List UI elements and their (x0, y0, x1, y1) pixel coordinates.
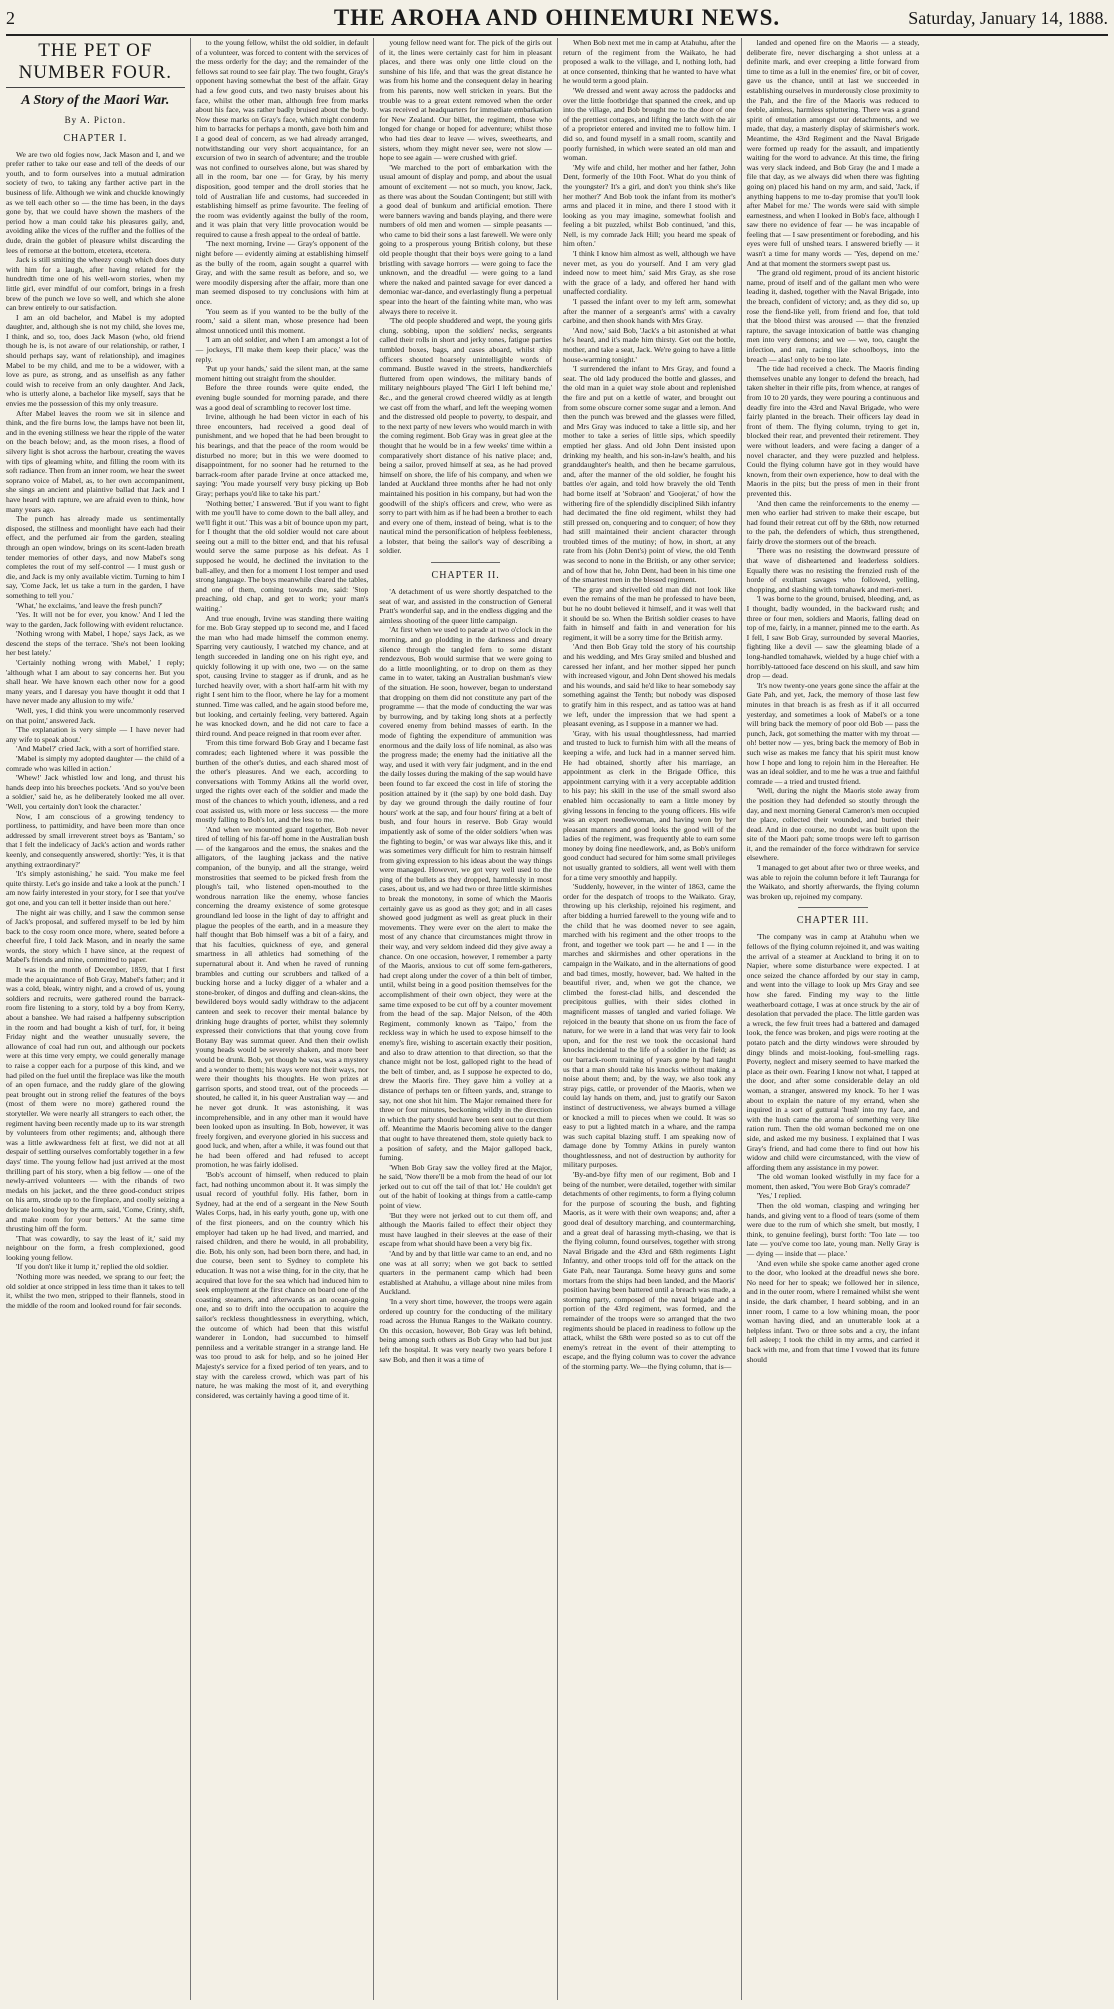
paragraph: 'From this time forward Bob Gray and I became fast comrades; each lightened where it was possible the burthen of the other's duties, and each shared most of the other's pleasures. And we each, according to conversations with Tommy Atkins all the world over, urged the rights over each of the soldier and made the most of the chances to which youth, idleness, and a red coat assisted us, with more or less success — the more mostly falling to Bob's lot, and the less to me. (195, 738, 369, 825)
paragraph: The night air was chilly, and I saw the common sense of Jack's proposal, and suffered myself to be led by him back to the cosy room once more, where, seated before a cheerful fire, I told Jack Mason, and in nearly the same words, the story which I have since, at the request of Mabel's friends and mine, committed to paper. (6, 907, 185, 965)
paragraph: Irvine, although he had been victor in each of his three encounters, had received a good deal of punishment, and we hoped that he had been brought to his bearings, and that the peace of the room would be disturbed no more; but in this we were doomed to disappointment, for no sooner had he returned to the barrack-room after parade Irvine at once attacked me, saying: 'You made yourself very busy picking up Bob Gray; perhaps you'd like to take his part.' (195, 412, 369, 498)
paragraph: 'There was no resisting the downward pressure of that wave of disheartened and leaderless soldiers. Equally there was no resisting the frenzied rush of the horde of exultant savages who followed, yelling, chopping, and slashing with tomahawk and meri-meri. (746, 546, 920, 594)
paragraph: 'I surrendered the infant to Mrs Gray, and found a seat. The old lady produced the bottle and glasses, and the old man in a quiet way stole about and replenished the fire and put on a kettle of water, and brought out from some obscure corner some sugar and a lemon. And then the punch was brewed and the glasses were filled, and Mrs Gray was induced to take a little sip, and her mother to take a series of little sips, which speedily emptied her glass. And old John Dent insisted upon drinking my health, and his son-in-law's health, and his granddaughter's health, and then he became garrulous, and, after the manner of the old soldier, he fought his battles o'er again, and told how bravely the old Tenth had borne itself at 'Sobraon' and 'Goojerat,' of how the withering fire of the splendidly disciplined Sikh infantry had decimated the fine old regiment, whilst they had still pressed on, conquering and to conquer; of how they had still maintained their ancient character through troubled times of the mutiny; of how, in short, at any rate from his (John Dent's) point of view, the old Tenth was second to none in the British, or any other service; and of how that he, John Dent, had been in his time one of the smartest men in the blessed regiment. (563, 364, 736, 585)
paragraph: It was in the month of December, 1859, that I first made the acquaintance of Bob Gray, Mabel's father; and it was a cold, bleak, wintry night, and a crowd of us, young soldiers and recruits, were gathered round the barrack-room fire listening to a story, told by a boy from Kerry, about a banshee. We had raised a halfpenny subscription in the room and had bought a kish of turf, for, it being Friday night and the weather unusually severe, the allowance of coal had run out, and although our pockets were at this time very empty, we could generally manage to raise a copper each for a purpose of this kind, and we had piled on the fuel until the fireplace was like the mouth of an open furnace, and the ruddy glare of the glowing peat brought out in strong relief the features of the boys (most of them were no more) gathered round the storyteller. We were nearly all strangers to each other, the regiment having been recently made up to its war strength by volunteers from other regiments; and, although there was a little awkwardness felt at first, we did not at all despair of settling ourselves comfortably together in a few days' time. The young fellow had just arrived at the most thrilling part of his story, when a big fellow — one of the newly-arrived volunteers — with the ribands of two medals on his jacket, and the three good-conduct stripes on his arm, strode up to the fireplace, and coolly seizing a delicate looking boy by the arm, said, 'Come, Crinty, shift, and make room for your betters.' At the same time thrusting him off the form. (6, 965, 185, 1234)
paragraph: 'Then the old woman, clasping and wringing her hands, and giving vent to a flood of tears (some of them were due to the rum of which she smelt, but mostly, I think, to genuine feeling), burst forth: 'Too late — too late — you've come too late, young man. Nelly Gray is — dying — inside that — place.' (746, 1201, 920, 1259)
paragraph: Before the three rounds were quite ended, the evening bugle sounded for morning parade, and there was a good deal of scrambling to recover lost time. (195, 383, 369, 412)
article-columns (6, 38, 1108, 2000)
paragraph: 'Whew!' Jack whistled low and long, and thrust his hands deep into his breeches pockets. 'And so you've been a soldier,' said he, as he deliberately looked me all over. 'Well, you certainly don't look the character.' (6, 773, 185, 811)
paragraph: 'The tide had received a check. The Maoris finding themselves unable any longer to defend the breach, had taken shelter in their rifle pits, from whence, at ranges of from 10 to 20 yards, they were pouring a continuous and deadly fire into the 43rd and Naval Brigade, who were fairly planted in the breach. Their officers lay dead in front of them. The flying column, trying to get in, blocked their rear, and prevented their retirement. They were without leaders, and were facing a danger of a novel character, and they were puzzled and helpless. Could the flying column have got in they would have known, from their own experience, how to deal with the Maoris in the pits; but the press of men in their front prevented this. (746, 364, 920, 498)
paragraph: 'By-and-bye fifty men of our regiment, Bob and I being of the number, were detailed, together with similar detachments of other regiments, to form a flying column for the purpose of scouring the bush, and fighting Maoris, as it were with their own weapons; and, after a good deal of desultory marching, and countermarching, and a great deal of harassing myth-chasing, we that is the flying column, found ourselves, together with strong Naval Brigade and the 43rd and 68th regiments Light Infantry, and other troops told off for the attack on the Gate Pah, near Tauranga. Some heavy guns and some mortars from the ships had been landed, and the Maoris' position having been battered until a breach was made, a storming party, composed of the naval brigade and a portion of the 43rd regiment, was formed, and the remainder of the troops were so arranged that the two regiments should be placed in readiness to follow up the attack, whilst the 68th were posted so as to cut off the enemy's retreat in the event of their attempting to escape, and the flying column was to cover the advance of the storming party. We—the flying column, that is— (563, 1170, 736, 1371)
paragraph: 'I passed the infant over to my left arm, somewhat after the manner of a sergeant's arms' with a cavalry carbine, and then shook hands with Mrs Gray. (563, 297, 736, 326)
paragraph: 'In a very short time, however, the troops were again ordered up country for the conducting of the military road across the Hunua Ranges to the Waikato country. On this occasion, however, Bob Gray was left behind, being among such others as Bob Gray who had but just left the hospital. It was very nearly two years before I saw Bob, and then it was a time of (379, 1297, 552, 1364)
paragraph: 'I was borne to the ground, bruised, bleeding, and, as I thought, badly wounded, in the backward rush; and three or four men, soldiers and Maoris, falling dead on top of me, fairly, in a manner, pinned me to the earth. As I fell, I saw Bob Gray, surrounded by several Maories, fighting like a devil — saw the gleaming blade of a long-handled tomahawk, wielded by a huge chief with a horribly-tattooed face descend on his skull, and saw him drop — dead. (746, 594, 920, 681)
paragraph: to the young fellow, whilst the old soldier, in default of a volunteer, was forced to content with the services of the mess orderly for the day; and the remainder of the fellows sat round to see fair play. The two fought, Gray's opponent having somewhat the best of the affair. Gray had a few good cuts, and two nasty bruises about his face, whilst the other man, although free from marks about his face, was rather badly bruised about the body. Now these marks on Gray's face, which might condemn him to barracks for perhaps a month, gave both him and I a good deal of concern, as we had already arranged, notwithstanding our very short acquaintance, for an excursion of two in search of adventure; and the trouble was not confined to ourselves alone, but was shared by all in the room, bar one — for Gray, by his merry disposition, good temper and the droll stories that he told of Australian life and customs, had succeeded in establishing himself as prime favourite. The feeling of the room was evidently against the bully of the room, and it was plain that very little provocation would be required to cause a fresh appeal to the ordeal of battle. (195, 38, 369, 239)
story-title: THE PET OF NUMBER FOUR. (6, 40, 185, 88)
paragraph: 'I think I know him almost as well, although we have never met, as you do yourself. And I am very glad indeed now to meet him,' said Mrs Gray, as she rose with the grace of a lady, and offered her hand with unaffected cordiality. (563, 249, 736, 297)
newspaper-title: THE AROHA AND OHINEMURI NEWS. (333, 5, 781, 30)
column-text (379, 38, 552, 556)
column-text (747, 932, 920, 1364)
column-text (563, 38, 736, 1372)
paragraph: 'The company was in camp at Atahuhu when we fellows of the flying column rejoined it, and was waiting the arrival of a steamer at Auckland to bring it on to Napier, where some disturbance were expected. I at once seized the chance afforded by our stay in camp, and went into the village to look up Mrs Gray and see how she fared. Finding my way to the little weatherboard cottage, I was at once struck by the air of desolation that pervaded the place. The little garden was a wreck, the few fruit trees had a battered and damaged look, the fence was broken, and pigs were rooting at the potato patch and the dirty windows were shrouded by dingy blinds and moist-looking, foul-smelling rags. Poverty, neglect and misery seemed to have marked the place as their own. Fearing I know not what, I tapped at the door, and after some considerable delay an old woman, a stranger, answered my knock. To her I was about to explain the nature of my errand, when she inquired in a sort of guttural 'hush' into my face, and with the hush came the aroma of something very like ration rum. Then the old woman beckoned me on one side, and asked me my business. I explained that I was Gray's friend, and had come there to find out how his widow and child were circumstanced, with the view of affording them any assistance in my power. (746, 932, 920, 1172)
paragraph: 'And now,' said Bob, 'Jack's a bit astonished at what he's heard, and it's made him thirsty. Get out the bottle, mother, and take a seat, Jack. We're going to have a little house-warming tonight.' (563, 325, 736, 364)
masthead (6, 4, 1108, 36)
paragraph: 'Put up your hands,' said the silent man, at the same moment hitting out straight from the shoulder. (195, 364, 369, 383)
issue-date: Saturday, January 14, 1888. (908, 8, 1108, 28)
paragraph: 'Mabel is simply my adopted daughter — the child of a comrade who was killed in action.' (6, 754, 185, 773)
paragraph: 'My wife and child, her mother and her father, John Dent, formerly of the 10th Foot. What do you think of the youngster? It's a girl, and don't you think she's like her mother?' And Bob took the infant from its mother's arms and placed it in mine, and there I stood with it looking as you may imagine, somewhat foolish and feeling a bit puzzled, whilst Bob continued, 'and this, Nell, is my comrade Jack Hill; you heard me speak of him often.' (563, 162, 736, 249)
paragraph: We are two old fogies now, Jack Mason and I, and we prefer rather to take our ease and tell of the deeds of our youth, and to form ourselves into a mutual admiration society of two, to taking any farther active part in the business of life. Although we wink and chuckle knowingly as we tell each other so — the time has been, in the days gone by, that we could have shown the mashers of the period how a man could take his pleasures gaily, and, avoiding alike the vices of the ruffler and the follies of the dude, drain the goblet of pleasure whilst discarding the lees of remorse at the bottom, etcetera, etcetera. (6, 149, 185, 255)
chapter-heading: CHAPTER III. (796, 915, 870, 927)
paragraph: 'And even while she spoke came another aged crone to the door, who looked at the dreadful news she bore. No need for her to speak; we followed her in silence, and in the outer room, where I remained whilst she went inside, the dark chamber, I heard sobbing, and in an inner room, I came to a low whining moan, the poor woman having died, and an unutterable look at a helpless infant. Two or three sobs and a cry, the infant fell asleep; I took the child in my arms, and carried it back with me, and from that time I vowed that its future should (746, 1258, 920, 1364)
column-text (379, 587, 552, 1364)
paragraph: 'A detachment of us were shortly despatched to the seat of war, and assisted in the construction of General Pratt's wonderful sap, and in the endless digging and the aimless shooting of the queer little campaign. (379, 587, 552, 625)
paragraph: 'And by and by that little war came to an end, and no one was at all sorry; when we got back to settled quarters in the permanent camp which had been established at Atahuhu, a village about nine miles from Auckland. (379, 1249, 552, 1297)
paragraph: 'Yes,' I replied. (756, 1191, 802, 1201)
paragraph: 'Nothing wrong with Mabel, I hope,' says Jack, as we descend the steps of the terrace. 'She's not been looking her best lately.' (6, 629, 185, 658)
column-3 (373, 38, 557, 2000)
paragraph: 'I am an old soldier, and when I am amongst a lot of — jockeys, I'll make them keep their place,' was the reply. (195, 335, 369, 364)
column-2 (190, 38, 374, 2000)
column-text (196, 38, 369, 1400)
story-subtitle: A Story of the Maori War. (21, 93, 170, 108)
paragraph: 'The old people shuddered and wept, the young girls clung, sobbing, upon the soldiers' necks, sergeants called their rolls in short and jerky tones, fatigue parties tumbled boxes, bags, and cases aboard, whilst ship officers shouted hoarsely unintelligible words of command. Bustle waved in the streets, handkerchiefs fluttered from open windows, the military bands of military neighbours played 'The Girl I left behind me,' &c., and the general crowd cheered wildly as at length we cast off from the wharf, and left the weeping women and the distressed old people to poverty, to despair, and to the next party of new levers who would march in with the coming regiment. Bob Gray was in great glee at the thought that he would be in a few weeks' time within a comparatively short distance of his native place; and, being a sailor, proved himself at sea, as he had proved himself on shore, the life of his company, and when we landed at Auckland three months after he had not only maintained his position in his company, but had won the goodwill of the ship's officers and crew, who were as sorry to part with him as if he had been a brother to each and every one of them, instead of being, what is to the nautical mind the personification of helpless feebleness, a lobster, that being the sailor's way of describing a soldier. (379, 316, 552, 556)
paragraph: 'Well, during the night the Maoris stole away from the position they had defended so stoutly through the day, and next morning General Cameron's men occupied the place, collected their wounded, and buried their dead. And in due course, no doubt was built upon the site of the Maori pah; some troops were left to garrison it, and the remainder of the force withdrawn for service elsewhere. (746, 786, 920, 863)
paragraph: 'The old woman looked wistfully in my face for a moment, then asked, 'You were Bob Gray's comrade?' (746, 1172, 920, 1191)
paragraph: Now, I am conscious of a growing tendency to portliness, to pattimidity, and have been more than once addressed by small irreverent street boys as 'Bantam,' so that I felt the indelicacy of Jack's action and words rather keenly, and consequently answered, shortly: 'Yes, it is that anything extraordinary?' (6, 811, 185, 869)
paragraph: 'The grand old regiment, proud of its ancient historic name, proud of itself and of the gallant men who were leading it, dashed, together with the Naval Brigade, into the breach, confident of victory; and, as they did so, up rose the fiend-like yell, from friend and foe, that told that the blood thirst was aroused — that the frenzied rapture, the savage intoxication of battle was changing men into very demons; and we — we, too, caught the infection, and ran, racing like schoolboys, into the breach — alas! only to be too late. (746, 268, 920, 364)
byline: By A. Picton. (64, 115, 127, 125)
paragraph: 'Certainly nothing wrong with Mabel,' I reply; 'although what I am about to say concerns her. But you shall hear. We have known each other now for a good many years, and I daresay you have thought it odd that I have never made any allusion to my wife.' (6, 658, 185, 706)
column-4 (557, 38, 741, 2000)
paragraph: 'Bob's account of himself, when reduced to plain fact, had nothing uncommon about it. It was simply the usual record of youthful folly. His father, born in Sydney, had at the end of a sergeant in the New South Wales Corps, had, in his early youth, gone up, with one of the first pioneers, and on the country which his employer had taken up he had lived, and married, and raised children, and there he would, in all probability, die. Bob, his only son, had been born there, and had, in due course, been sent to Sydney to complete his education. It was not a wise thing, for in the city, that he acquired that love for the sea which had induced him to seek employment at the first chance on board one of the coasting steamers, and afterwards as an ocean-going one, and so to drift into the occupation to acquire the sailor's reckless thoughtlessness in everything, which, the outcome of which had been that this wistful wanderer in London, had succumbed to himself penniless and a veritable stranger in a strange land. He was too proud to ask for help, and so he joined Her Majesty's service for a fixed period of ten years, and to stay with the careless crowd, which was part of his nature, he was making the most of it, and everything considered, was certainly having a good time of it. (195, 1170, 369, 1400)
paragraph: 'The explanation is very simple — I have never had any wife to speak about.' (6, 725, 185, 744)
paragraph: 'And then Bob Gray told the story of his courtship and his wedding, and Mrs Gray smiled and blushed and caressed her infant, and her mother sipped her punch with increased vigour, and John Dent showed his medals and his wounds, and said he'd like to hear somebody say something against the Tenth; but nobody was disposed to gratify him in this respect, and as tattoo was at hand we left, under the impression that we had spent a pleasant evening, as I suppose in a manner we had. (563, 642, 736, 729)
paragraph: 'When Bob Gray saw the volley fired at the Major, he said, 'Now there'll be a mob from the head of our lot jerked out to cut off the tail of that lot.' He couldn't get out of the habit of looking at things from a cattle-camp point of view. (379, 1162, 552, 1211)
column-text (6, 150, 185, 1311)
paragraph: young fellow need want for. The pick of the girls out of it, the lines were certainly cast for him in pleasant places, and there was only one little cloud on the sunshine of his life, and that was the great distance he was from his home and the consequent delay in hearing from his parents, now well stricken in years. But the trouble was to a great extent removed when the order was received at headquarters for immediate embarkation for New Zealand. Our billet, the regiment, those who longed for change or hoped for adventure; whilst those who had ties dear to leave — wives, sweethearts, and sisters, whom they might never see, were not slow — hope to see again — were crushed with grief. (379, 38, 552, 163)
paragraph: 'Gray, with his usual thoughtlessness, had married and trusted to luck to furnish him with all the means of keeping a wife, and luck had in a manner served him. He had obtained, shortly after his marriage, an appointment as clerk in the Brigade Office, this appointment carrying with it a very acceptable addition to his pay; his skill in the use of the small sword also enabled him occasionally to earn a little money by giving lessons in fencing to the young officers. His wife was an expert needlewoman, and having won by her pleasant manners and good looks the good will of the ladies of the regiment, was frequently able to earn some money by doing fine needlework, and, as Bob's uniform good conduct had secured for him some small privileges not usually granted to soldiers, all went well with them for a time very smoothly and happily. (563, 728, 736, 882)
paragraph: 'It's now twenty-one years gone since the affair at the Gate Pah, and yet, Jack, the memory of those last few minutes in that breach is as fresh as if it all occurred yesterday, and sometimes a look of Mabel's or a tone will bring back the memory of poor old Bob — pass the punch, Jack, got something the matter with my throat — oh! better now — yes, bring back the memory of Bob in such wise as makes me fancy that his spirit must know how I hope and long to rejoin him in the Hereafter. He was an ideal soldier, and to me he was a true and faithful comrade — a tried and trusted friend. (746, 680, 920, 786)
column-text (747, 38, 920, 901)
column-5 (741, 38, 925, 2000)
page-number: 2 (6, 8, 15, 28)
paragraph: 'I managed to get about after two or three weeks, and was able to rejoin the column before it left Tauranga for the Waikato, and shortly afterwards, the flying column was broken up, rejoined my company. (746, 863, 920, 901)
chapter-heading: CHAPTER I. (63, 132, 128, 144)
paragraph: I am an old bachelor, and Mabel is my adopted daughter, and, although she is not my child, she loves me, I think, and so, too, does Jack Mason (who, old friend though he is, is not aware of our relationship, or rather, I should perhaps say, want of relationship), and imagines Mabel to be my child, and me to be a widower, with a love as pure, as strong, and as unselfish as any father could wish to receive from an only daughter. And Jack, who is utterly alone, a bachelor like myself, says that he envies me the possession of this my only treasure. (6, 312, 185, 409)
section-divider (798, 907, 867, 908)
paragraph: 'The gray and shrivelled old man did not look like even the remains of the man he professed to have been, but he no doubt believed it himself, and it was well that it should be so. When the British soldier ceases to have faith in himself and faith in and veneration for his regiment, it will be a sorry time for the British army. (563, 584, 736, 642)
paragraph: 'At first when we used to parade at two o'clock in the morning, and go plodding in the darkness and dreary silence through the tangled fern to some distant rendezvous, Bob would surmise that we were going to do a little moonlighting, or to drop on them as they came in to water, taking an Australian bushman's view of the situation. He soon, however, began to understand that dropping on them did not constitute any part of the programme — that the mode of conducting the war was by burrowing, and by taking long shots at a perfectly covered enemy from behind masses of earth. In the mode of fighting the expenditure of ammunition was enormous and the daily loss of life nominal, as also was the progress made; the enemy had the initiative all the way, and used it with very fair judgment, and in the end the daily losses during the making of the sap would have been found to far exceed the cost in life of storing the position attained by it (the sap) by one bold dash. Day by day we ground through the daily routine of four hours' work at the sap, and four hours' firing at a belt of bush, and four hours in reserve. Bob Gray would impatiently ask of some of the older soldiers 'when was the fighting to begin,' or was war always like this, and it was sometimes very difficult for him to restrain himself from giving expression to his ideas about the way things were managed. However, we got very well used to the ping of the bullets as they dropped, harmlessly in most cases, about us, and we had two or three little skirmishes to break the monotony, in some of which the Maoris certainly gave us as good as they got; and in all cases showed good judgment as well as great pluck in their movements. They were ever on the alert to make the most of any chance that circumstances might throw in their way, and very seldom indeed did they give away a chance. On one occasion, however, I remember a party of the Maoris, anxious to cut off some fern-gatherers, had crept along under the cover of a thin belt of timber, until, whilst being in a good position themselves for the accomplishment of their own object, they were at the same time exposed to be cut off by a counter movement from the head of the sap. Major Nelson, of the 40th Regiment, commonly known as 'Taipo,' from the reckless way in which he used to expose himself to the enemy's fire, wishing to ascertain exactly their position, and also to draw attention to that direction, so that the chance might not be lost, galloped right to the head of the belt of timber, and, as I suppose he expected to do, drew the Maoris fire. They gave him a volley at a distance of perhaps ten or fifteen yards, and, strange to say, not one shot hit him. The Major remained there for three or four minutes, beckoning wildly in the direction in which the party should have been sent out to cut them off. Meantime the Maoris becoming alive to the danger that ought to have threatened them, stole quietly back to a position of safety, and the Major galloped back, fuming. (379, 625, 552, 1163)
chapter-heading: CHAPTER II. (431, 570, 500, 582)
paragraph: 'We dressed and went away across the paddocks and over the little footbridge that spanned the creek, and up into the village, and Bob brought me to the door of one of the prettiest cottages, and lifting the latch with the air of a proprietor entered and invited me to follow him. I did so, and found myself in a small room, scantily and poorly furnished, in which were seated an old man and woman. (563, 85, 736, 163)
paragraph: 'The next morning, Irvine — Gray's opponent of the night before — evidently aiming at establishing himself as the bully of the room, again sought a quarrel with Gray, and with the same result as before, and so, we were moodily dispersing after the affair, more than one man seemed disposed to try conclusions with him at once. (195, 239, 369, 307)
paragraph: 'Nothing more was needed, we sprang to our feet; the old soldier at once stripped in less time than it takes to tell it, whilst the two men, stripped to their flannels, stood in the middle of the room and looked round for fair seconds. (6, 1272, 185, 1310)
paragraph: The punch has already made us sentimentally disposed, the stillness and moonlight have each had their effect, and the perfumed air from the garden, stealing through an open window, brings on its scent-laden breath tender memories of other days, and now Mabel's song completes the rout of my self-control — I must gush or die, and Jack is my only available victim. Turning to him I say, 'Come Jack, let us take a turn in the garden, I have something to tell you.' (6, 514, 185, 600)
paragraph: 'And then came the reinforcements to the enemy — men who earlier had striven to make their escape, but had found their retreat cut off by the 68th, now returned to the pah, the defenders of which, thus strengthened, fairly drove the stormers out of the breach. (746, 498, 920, 546)
paragraph: 'Suddenly, however, in the winter of 1863, came the order for the despatch of troops to the Waikato. Gray, throwing up his clerkship, rejoined his regiment, and after bidding a hurried farewell to the young wife and to the child that he was doomed never to see again, marched with his regiment and the other troops to the front, and together we took part — he and I — in the marches and skirmishes and other operations in the campaign in the Waikato, and in the alternations of good and bad times, mostly, however, bad. We halted in the beautiful river, and, when we got the chance, we climbed the forest-clad hills, and descended the precipitous gullies, with their sides clothed in magnificent masses of tangled and varied foliage. We rejoiced in the beauty that shone on us from the face of nature, for we were in a land that was very fair to look upon, and for the rest we took the occasional hard knocks incidental to the life of a soldier in the field; as our barrack-room training of years gone by had taught us that a man should take his knocks without making a noise about them; and, by the way, we also took any stray pigs, cattle, or provender of the Maoris, when we could lay hands on them, and, just to gratify our Saxon instinct of destructiveness, we always burned a village or knocked a mill to pieces when we could. It was so easy to put a lighted match in a whare, and the rampa was such capital blazing stuff. I am speaking now of damage done by Tommy Atkins in purely wanton thoughtlessness, and not of destruction by authority for military purposes. (563, 882, 736, 1170)
paragraph: 'What,' he exclaims, 'and leave the fresh punch?' (16, 600, 163, 610)
paragraph: When Bob next met me in camp at Atahuhu, after the return of the regiment from the Waikato, he had proposed a walk to the village, and I, nothing loth, had at once consented, thinking that he wanted to have what he would term a good plain. (563, 38, 736, 86)
paragraph: 'You seem as if you wanted to be the bully of the room,' said a silent man, whose presence had been almost unnoticed until this moment. (195, 306, 369, 335)
column-1 (6, 38, 190, 2000)
paragraph: And true enough, Irvine was standing there waiting for me. Bob Gray stepped up to second me, and I faced the man who had made himself the common enemy. Sparring very cautiously, I watched my chance, and at length succeeded in landing one on his right eye, and quickly following it up with one, two — on the same spot, causing Irvine to stagger as if drunk, and as he lurched heavily over, with a short half-arm hit with my right I sent him to the floor, where he lay for a moment stunned. Time was called, and he again stood before me, but looking, and certainly feeling, very battered. Again he was knocked down, and he did not care to face a third round. And peace reigned in that room ever after. (195, 613, 369, 738)
paragraph: landed and opened fire on the Maoris — a steady, deliberate fire, never discharging a shot unless at a definite mark, and ever creeping a little forward from time to time as a lull in the enemies' fire, or bit of cover, gave us the chance, until at last we succeeded in establishing ourselves in murderously close proximity to the Pah, and the fire of the Maoris was reduced to feeble, aimless, harmless spluttering. There was a grand spirit of emulation amongst our detachments, and we made, that day, a masterly display of skirmisher's work. Meantime, the 43rd Regiment and the Naval Brigade were formed up ready for the assault, and impatiently waiting for the word to advance. At this time, the firing was very slack indeed, and Bob Gray (he and I made a file that day, as we always did when there was fighting going on) placed his hand on my arm, and said, 'Jack, if anything happens to me to-day promise that you'll look after Mabel for me.' The words were said with simple earnestness, and when I looked in Bob's face, although I saw there no evidence of fear — he was incapable of feeling that — I saw presentiment or foreboding, and his eyes were full of unshed tears. I answered briefly — it wasn't a time for many words — 'Yes, depend on me.' And at that moment the stormers swept past us. (746, 38, 920, 268)
paragraph: 'But they were not jerked out to cut them off, and although the Maoris failed to effect their object they must have laughed in their sleeves at the ease of their escape from what should have been a very big fix. (379, 1210, 552, 1249)
paragraph: Jack is still smiting the wheezy cough which does duty with him for a laugh, after having related for the hundredth time one of his well-worn stories, when my little girl, ever mindful of our comfort, brings in a fresh brew of the punch we love so well, and which she alone can brew entirely to our satisfaction. (6, 255, 185, 313)
paragraph: 'Well, yes, I did think you were uncommonly reserved on that point,' answered Jack. (6, 706, 185, 725)
paragraph: 'It's simply astonishing,' he said. 'You make me feel quite thirsty. Let's go inside and take a look at the punch.' I am now fairly interested in your story, for I see that you've got one, and you can tell it better inside than out here.' (6, 869, 185, 907)
section-divider (431, 562, 500, 563)
paragraph: 'And when we mounted guard together, Bob never tired of telling of his far-off home in the Australian bush — of the kangaroos and the emus, the snakes and the alligators, of the laughing jackass and the native companion, of the bunyip, and all the strange, weird monstrosities that seemed to be picked fresh from the plough's tail, who listened open-mouthed to the wondrous narration like the enemy, whose fancies concerning the dreamy existence of some grotesque groundland led loose in the light of day to affright and plague the peoples of the earth, and in a measure they half thought that Bob himself was a bit of a fairy, and that his faculties, quickness of eye, and general smartness in all athletics had something of the supernatural about it. And when he raved of running brambles and cutting our scrubbers and talked of a bucking horse and a lucky digger of a whaler and a stone-broker, of dingos and duffing and clean-skins, the bewildered boys would sadly withdraw to the adjacent canteen and seek to recover their mental balance by drinking huge draughts of porter, whilst they solemnly expressed their convictions that that young cove from Botany Bay was summat queer. And then their owlish young heads would be severely shaken, and more beer would be drunk. Bob, yet though he was, was a mystery and a wonder to them; his ways were not their ways, nor were their thoughts his thoughts. He won prizes at garrison sports, and stood treat, out of the proceeds — shouted, he called it, in his queer Australian way — and he never got drunk. It was astonishing, it was incomprehensible, and in any other man it would have been looked upon as insulting. In Bob, however, it was freely forgiven, and everyone gloried in his success and good luck, and when, after a while, it was found out that he had been offered and had refused to accept promotion, he was fairly idolised. (195, 824, 369, 1170)
paragraph: 'We marched to the port of embarkation with the usual amount of display and pomp, and about the usual amount of excitement — not so much, you know, Jack, as there was about the Soudan Contingent; but still with a good deal of bunkum and artificial emotion. There were banners waving and bands playing, and there were numbers of old men and women — simple peasants — who came to bid their sons a last farewell. We were only going to a prosperous young British colony, but these old people thought that their boys were going to a land bristling with savage horrors — were going to face the unknown, and the dreadful — were going to a land where the naked and painted savage for ever danced a demoniac war-dance, and everlastingly flung a perpetual spear into the heart of the fainting white man, who was always there to receive it. (379, 162, 552, 316)
paragraph: 'That was cowardly, to say the least of it,' said my neighbour on the form, a fresh complexioned, good looking young fellow. (6, 1233, 185, 1262)
paragraph: 'And Mabel?' cried Jack, with a sort of horrified stare. (16, 744, 180, 754)
paragraph: 'If you don't like it lump it,' replied the old soldier. (16, 1262, 169, 1272)
paragraph: 'Nothing better,' I answered. 'But if you want to fight with me you'll have to come down to the ball alley, and we'll fight it out.' This was a bit of bounce upon my part, for I thought that the old soldier would not care about seeing out a mill to the bitter end, and that his refusal would serve the same purpose as his defeat. As I supposed he would, he declined the invitation to the ball-alley, and then for a moment I lost temper and used strong language. The boys meanwhile cleared the tables, and one of them, coming towards me, said: 'Stop preaching, old chap, and get to work; your man's waiting.' (195, 498, 369, 614)
paragraph: 'Yes. It will not be for ever, you know.' And I led the way to the garden, Jack following with evident reluctance. (6, 610, 185, 629)
paragraph: After Mabel leaves the room we sit in silence and think, and the fire burns low, the lamps have not been lit, and in the evening stillness we hear the ripple of the water on the beach below; and, as the moon rises, a flood of silvery light is shot across the harbour, creating the waves with tips of gleaming white, and filling the room with its soft radiance. Then from an inner room, we hear the sweet soprano voice of Mabel, as, to her own accompaniment, she sings an ancient and plaintive ballad that Jack and I have heard with rapture, we are afraid even to think, how many years ago. (6, 408, 185, 514)
